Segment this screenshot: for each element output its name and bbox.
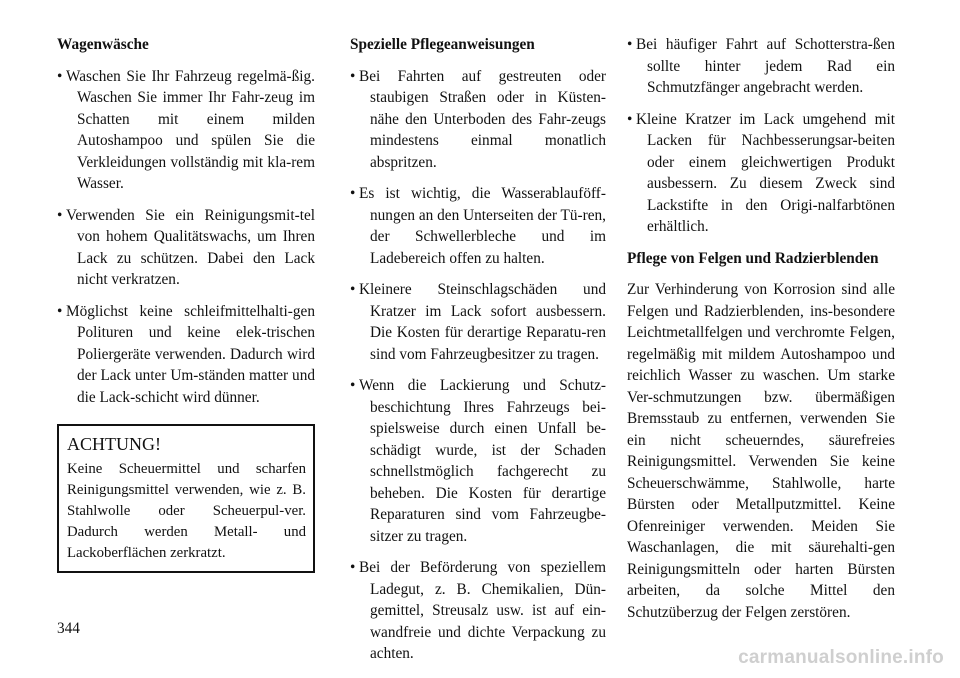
section-heading-felgen: Pflege von Felgen und Radzierblenden (627, 249, 879, 267)
list-item: • Es ist wichtig, die Wasserablauföff-nungen an den Unterseiten der Tü-ren, der Schwellerbleche und im Ladebereich offen zu halten. (350, 183, 606, 269)
bullet-list-pflegeanweisungen (350, 66, 606, 665)
list-item: • Waschen Sie Ihr Fahrzeug regelmä-ßig. Waschen Sie immer Ihr Fahr-zeug im Schatten mit einem milden Autoshampoo und spülen Sie die Verkleidungen vollständig mit kla-rem Wasser. (57, 66, 315, 195)
warning-title: ACHTUNG! (67, 434, 161, 454)
section-heading-wagenwaesche: Wagenwäsche (57, 36, 149, 53)
warning-box (57, 424, 315, 573)
watermark: carmanualsonline.info (738, 647, 944, 668)
warning-text: Keine Scheuermittel und scharfen Reinigungsmittel verwenden, wie z. B. Stahlwolle oder Scheuerpul-ver. Dadurch werden Metall- und Lackoberflächen zerkratzt. (67, 461, 306, 561)
section-heading-pflegeanweisungen: Spezielle Pflegeanweisungen (350, 36, 535, 53)
list-item: • Bei häufiger Fahrt auf Schotterstra-ßen sollte hinter jedem Rad ein Schmutzfänger angebracht werden. (627, 34, 895, 99)
bullet-list-continued (627, 34, 895, 238)
list-item: • Verwenden Sie ein Reinigungsmit-tel von hohem Qualitätswachs, um Ihren Lack zu schützen. Dabei den Lack nicht verkratzen. (57, 205, 315, 291)
list-item: • Kleinere Steinschlagschäden und Kratzer im Lack sofort ausbessern. Die Kosten für derartige Reparatu-ren sind vom Fahrzeugbesitzer zu tragen. (350, 279, 606, 365)
column-right (627, 34, 895, 623)
list-item: • Möglichst keine schleifmittelhalti-gen Polituren und keine elek-trischen Poliergeräte verwenden. Dadurch wird der Lack unter Um-ständen matter und die Lack-schicht wird dünner. (57, 301, 315, 409)
column-left (57, 34, 315, 573)
list-item: • Bei der Beförderung von speziellem Ladegut, z. B. Chemikalien, Dün-gemittel, Streusalz usw. ist auf ein-wandfreie und dichte Verpackung zu achten. (350, 557, 606, 665)
bullet-list-wagenwaesche (57, 66, 315, 409)
list-item: • Kleine Kratzer im Lack umgehend mit Lacken für Nachbesserungsar-beiten oder einem gleichwertigen Produkt ausbessern. Zu diesem Zweck sind Lackstifte in den Origi-nalfarbtönen erhältlich. (627, 109, 895, 238)
page-number: 344 (57, 620, 80, 637)
list-item: • Wenn die Lackierung und Schutz-beschichtung Ihres Fahrzeugs bei-spielsweise durch einen Unfall be-schädigt wurde, ist der Schaden schnellstmöglich fachgerecht zu beheben. Die Kosten für derartige Reparaturen sind vom Fahrzeugbe-sitzer zu tragen. (350, 375, 606, 547)
column-middle (350, 34, 606, 675)
paragraph-felgen: Zur Verhinderung von Korrosion sind alle Felgen und Radzierblenden, ins-besondere Leichtmetallfelgen und verchromte Felgen, regelmäßig mit mildem Autoshampoo und reichlich Wasser zu waschen. Um starke Ver-schmutzungen bzw. übermäßigen Bremsstaub zu entfernen, verwenden Sie ein nicht scheuerndes, säurefreies Reinigungsmittel. Verwenden Sie keine Scheuerschwämme, Stahlwolle, harte Bürsten oder Metallputzmittel. Keine Ofenreiniger verwenden. Meiden Sie Waschanlagen, die mit säurehalti-gen Reinigungsmitteln oder harten Bürsten arbeiten, da solche Mittel den Schutzüberzug der Felgen zerstören. (627, 281, 895, 621)
list-item: • Bei Fahrten auf gestreuten oder staubigen Straßen oder in Küsten-nähe den Unterboden des Fahr-zeugs mindestens einmal monatlich abspritzen. (350, 66, 606, 174)
